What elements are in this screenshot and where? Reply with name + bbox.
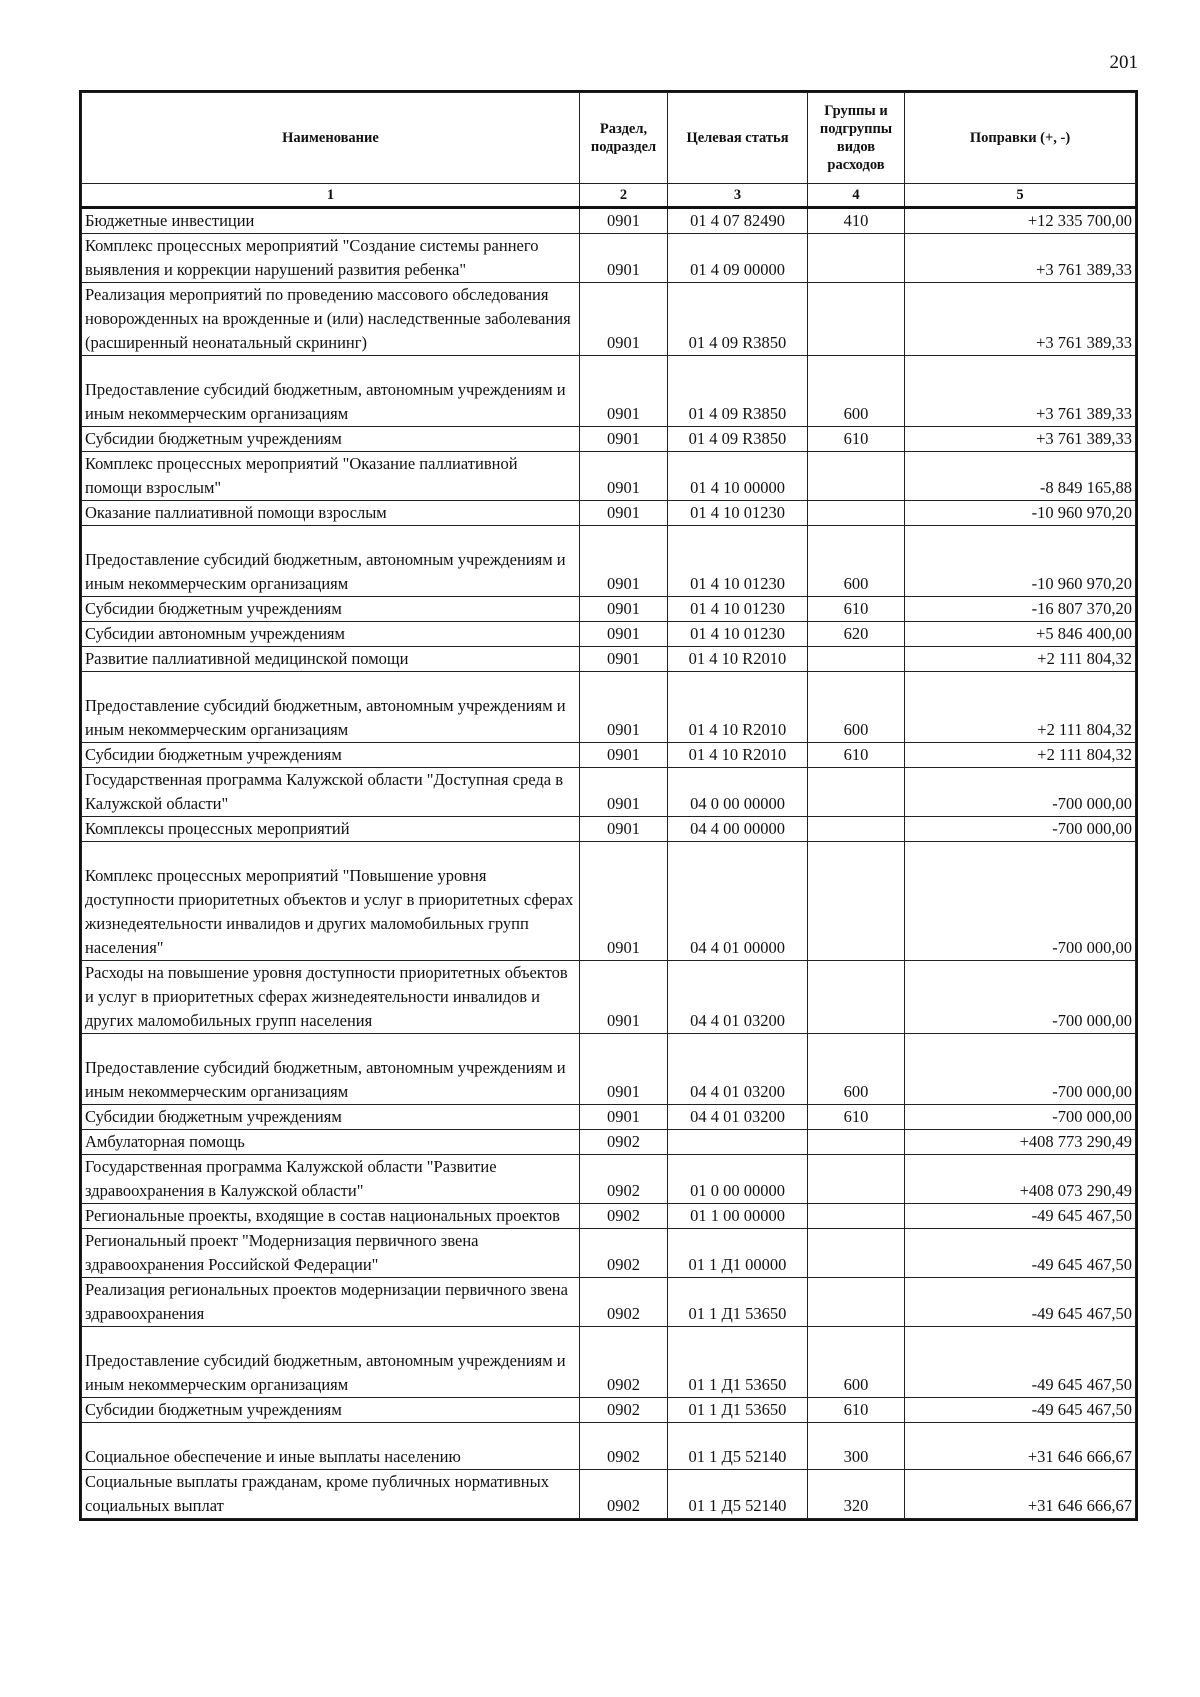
row-name: Реализация региональных проектов модернизации первичного звена здравоохранения xyxy=(82,1278,580,1327)
row-name: Развитие паллиативной медицинской помощи xyxy=(82,647,580,672)
row-name: Социальное обеспечение и иные выплаты населению xyxy=(82,1423,580,1470)
column-number: 3 xyxy=(668,184,808,208)
row-amount: +31 646 666,67 xyxy=(905,1423,1136,1470)
row-target-article: 04 0 00 00000 xyxy=(668,768,808,817)
column-number-row xyxy=(82,184,1136,208)
row-section: 0901 xyxy=(580,234,668,283)
table-row xyxy=(82,647,1136,672)
row-amount: -49 645 467,50 xyxy=(905,1327,1136,1398)
row-expense-group xyxy=(808,1229,905,1278)
row-amount: +3 761 389,33 xyxy=(905,283,1136,356)
row-amount: +408 773 290,49 xyxy=(905,1130,1136,1155)
row-name: Предоставление субсидий бюджетным, автономным учреждениям и иным некоммерческим организациям xyxy=(82,1327,580,1398)
row-target-article: 04 4 01 03200 xyxy=(668,961,808,1034)
row-expense-group: 600 xyxy=(808,1034,905,1105)
row-target-article: 01 4 10 00000 xyxy=(668,452,808,501)
row-amount: -49 645 467,50 xyxy=(905,1204,1136,1229)
row-name: Расходы на повышение уровня доступности приоритетных объектов и услуг в приоритетных сферах жизнедеятельности инвалидов и других маломобильных групп населения xyxy=(82,961,580,1034)
row-section: 0901 xyxy=(580,672,668,743)
table-row xyxy=(82,1229,1136,1278)
table-row xyxy=(82,622,1136,647)
row-expense-group xyxy=(808,283,905,356)
row-expense-group: 610 xyxy=(808,1398,905,1423)
table-row xyxy=(82,356,1136,427)
row-expense-group: 600 xyxy=(808,1327,905,1398)
header-row xyxy=(82,93,1136,184)
row-amount: +2 111 804,32 xyxy=(905,672,1136,743)
row-target-article: 01 4 10 01230 xyxy=(668,622,808,647)
table-row xyxy=(82,427,1136,452)
row-expense-group xyxy=(808,1204,905,1229)
row-target-article: 01 4 07 82490 xyxy=(668,208,808,234)
row-section: 0902 xyxy=(580,1204,668,1229)
row-amount: +5 846 400,00 xyxy=(905,622,1136,647)
row-target-article: 01 4 10 01230 xyxy=(668,501,808,526)
row-name: Региональные проекты, входящие в состав национальных проектов xyxy=(82,1204,580,1229)
row-expense-group: 410 xyxy=(808,208,905,234)
row-name: Оказание паллиативной помощи взрослым xyxy=(82,501,580,526)
table-row xyxy=(82,1278,1136,1327)
row-amount: -700 000,00 xyxy=(905,961,1136,1034)
row-target-article: 04 4 01 03200 xyxy=(668,1105,808,1130)
row-amount: -49 645 467,50 xyxy=(905,1229,1136,1278)
row-name: Государственная программа Калужской области "Доступная среда в Калужской области" xyxy=(82,768,580,817)
row-name: Субсидии бюджетным учреждениям xyxy=(82,1398,580,1423)
row-name: Государственная программа Калужской области "Развитие здравоохранения в Калужской области" xyxy=(82,1155,580,1204)
row-name: Комплекс процессных мероприятий "Оказание паллиативной помощи взрослым" xyxy=(82,452,580,501)
row-target-article: 01 4 09 R3850 xyxy=(668,427,808,452)
row-expense-group xyxy=(808,768,905,817)
row-section: 0901 xyxy=(580,356,668,427)
row-target-article: 01 0 00 00000 xyxy=(668,1155,808,1204)
row-section: 0901 xyxy=(580,1034,668,1105)
row-target-article: 01 4 09 00000 xyxy=(668,234,808,283)
row-name: Социальные выплаты гражданам, кроме публичных нормативных социальных выплат xyxy=(82,1470,580,1519)
row-section: 0902 xyxy=(580,1130,668,1155)
row-amount: -700 000,00 xyxy=(905,842,1136,961)
row-expense-group xyxy=(808,1155,905,1204)
table-row xyxy=(82,1130,1136,1155)
row-section: 0901 xyxy=(580,427,668,452)
header-target: Целевая статья xyxy=(668,93,808,184)
row-name: Предоставление субсидий бюджетным, автономным учреждениям и иным некоммерческим организациям xyxy=(82,1034,580,1105)
row-amount: +2 111 804,32 xyxy=(905,743,1136,768)
row-section: 0901 xyxy=(580,743,668,768)
column-number: 1 xyxy=(82,184,580,208)
row-section: 0901 xyxy=(580,1105,668,1130)
row-amount: -10 960 970,20 xyxy=(905,526,1136,597)
row-expense-group xyxy=(808,961,905,1034)
row-amount: +2 111 804,32 xyxy=(905,647,1136,672)
row-section: 0901 xyxy=(580,817,668,842)
row-amount: +31 646 666,67 xyxy=(905,1470,1136,1519)
row-name: Амбулаторная помощь xyxy=(82,1130,580,1155)
row-amount: -16 807 370,20 xyxy=(905,597,1136,622)
row-expense-group xyxy=(808,647,905,672)
row-target-article: 01 4 09 R3850 xyxy=(668,356,808,427)
row-expense-group: 600 xyxy=(808,356,905,427)
row-name: Субсидии бюджетным учреждениям xyxy=(82,427,580,452)
row-expense-group: 600 xyxy=(808,526,905,597)
row-target-article: 01 1 Д5 52140 xyxy=(668,1470,808,1519)
row-target-article: 01 4 10 01230 xyxy=(668,526,808,597)
table-body xyxy=(82,208,1136,1519)
table-row xyxy=(82,1204,1136,1229)
table-row xyxy=(82,1034,1136,1105)
row-target-article xyxy=(668,1130,808,1155)
header-amount: Поправки (+, -) xyxy=(905,93,1136,184)
table-row xyxy=(82,1470,1136,1519)
row-amount: -700 000,00 xyxy=(905,817,1136,842)
table-row xyxy=(82,234,1136,283)
row-expense-group xyxy=(808,1278,905,1327)
row-name: Предоставление субсидий бюджетным, автономным учреждениям и иным некоммерческим организациям xyxy=(82,672,580,743)
row-name: Комплекс процессных мероприятий "Создание системы раннего выявления и коррекции нарушений развития ребенка" xyxy=(82,234,580,283)
table-row xyxy=(82,1105,1136,1130)
row-section: 0901 xyxy=(580,208,668,234)
row-section: 0902 xyxy=(580,1398,668,1423)
row-section: 0902 xyxy=(580,1470,668,1519)
row-section: 0902 xyxy=(580,1423,668,1470)
header-section: Раздел, подраздел xyxy=(580,93,668,184)
table-row xyxy=(82,452,1136,501)
row-amount: -49 645 467,50 xyxy=(905,1278,1136,1327)
row-target-article: 04 4 01 03200 xyxy=(668,1034,808,1105)
row-target-article: 01 4 10 R2010 xyxy=(668,647,808,672)
row-section: 0901 xyxy=(580,961,668,1034)
row-amount: -8 849 165,88 xyxy=(905,452,1136,501)
row-target-article: 01 1 Д1 53650 xyxy=(668,1398,808,1423)
header-name: Наименование xyxy=(82,93,580,184)
row-section: 0901 xyxy=(580,452,668,501)
row-section: 0901 xyxy=(580,768,668,817)
row-section: 0901 xyxy=(580,283,668,356)
row-expense-group xyxy=(808,234,905,283)
row-expense-group: 600 xyxy=(808,672,905,743)
row-name: Субсидии автономным учреждениям xyxy=(82,622,580,647)
row-amount: -49 645 467,50 xyxy=(905,1398,1136,1423)
row-target-article: 01 4 10 R2010 xyxy=(668,672,808,743)
row-name: Бюджетные инвестиции xyxy=(82,208,580,234)
row-name: Реализация мероприятий по проведению массового обследования новорожденных на врожденные и (или) наследственные заболевания (расширенный неонатальный скрининг) xyxy=(82,283,580,356)
header-groups: Группы и подгруппы видов расходов xyxy=(808,93,905,184)
row-section: 0901 xyxy=(580,501,668,526)
row-section: 0901 xyxy=(580,597,668,622)
row-target-article: 01 1 Д1 53650 xyxy=(668,1327,808,1398)
row-target-article: 01 1 Д5 52140 xyxy=(668,1423,808,1470)
table-row xyxy=(82,1423,1136,1470)
row-name: Региональный проект "Модернизация первичного звена здравоохранения Российской Федерации" xyxy=(82,1229,580,1278)
row-section: 0902 xyxy=(580,1278,668,1327)
budget-table xyxy=(81,92,1136,1519)
row-expense-group: 610 xyxy=(808,427,905,452)
table-row xyxy=(82,208,1136,234)
row-amount: +12 335 700,00 xyxy=(905,208,1136,234)
table-row xyxy=(82,526,1136,597)
row-target-article: 01 1 00 00000 xyxy=(668,1204,808,1229)
row-section: 0902 xyxy=(580,1155,668,1204)
table-row xyxy=(82,283,1136,356)
row-expense-group xyxy=(808,452,905,501)
row-target-article: 01 1 Д1 53650 xyxy=(668,1278,808,1327)
row-amount: -700 000,00 xyxy=(905,1105,1136,1130)
row-amount: -700 000,00 xyxy=(905,768,1136,817)
row-amount: +408 073 290,49 xyxy=(905,1155,1136,1204)
row-amount: -700 000,00 xyxy=(905,1034,1136,1105)
table-row xyxy=(82,817,1136,842)
table-row xyxy=(82,1155,1136,1204)
row-name: Субсидии бюджетным учреждениям xyxy=(82,1105,580,1130)
table-row xyxy=(82,743,1136,768)
table-row xyxy=(82,1327,1136,1398)
table-row xyxy=(82,597,1136,622)
row-name: Предоставление субсидий бюджетным, автономным учреждениям и иным некоммерческим организациям xyxy=(82,526,580,597)
table-row xyxy=(82,842,1136,961)
row-name: Субсидии бюджетным учреждениям xyxy=(82,743,580,768)
row-expense-group xyxy=(808,817,905,842)
row-target-article: 01 4 10 01230 xyxy=(668,597,808,622)
row-name: Предоставление субсидий бюджетным, автономным учреждениям и иным некоммерческим организациям xyxy=(82,356,580,427)
row-name: Комплексы процессных мероприятий xyxy=(82,817,580,842)
table-row xyxy=(82,1398,1136,1423)
row-expense-group xyxy=(808,842,905,961)
column-number: 5 xyxy=(905,184,1136,208)
row-section: 0901 xyxy=(580,647,668,672)
row-expense-group: 610 xyxy=(808,743,905,768)
page-number: 201 xyxy=(1109,52,1138,73)
table-row xyxy=(82,501,1136,526)
row-amount: -10 960 970,20 xyxy=(905,501,1136,526)
row-amount: +3 761 389,33 xyxy=(905,356,1136,427)
row-section: 0901 xyxy=(580,526,668,597)
column-number: 2 xyxy=(580,184,668,208)
row-target-article: 01 4 10 R2010 xyxy=(668,743,808,768)
row-amount: +3 761 389,33 xyxy=(905,427,1136,452)
row-section: 0902 xyxy=(580,1229,668,1278)
row-target-article: 04 4 00 00000 xyxy=(668,817,808,842)
row-expense-group xyxy=(808,1130,905,1155)
row-target-article: 01 1 Д1 00000 xyxy=(668,1229,808,1278)
row-target-article: 01 4 09 R3850 xyxy=(668,283,808,356)
table-row xyxy=(82,961,1136,1034)
row-section: 0902 xyxy=(580,1327,668,1398)
row-expense-group: 610 xyxy=(808,1105,905,1130)
table-row xyxy=(82,672,1136,743)
table-row xyxy=(82,768,1136,817)
row-target-article: 04 4 01 00000 xyxy=(668,842,808,961)
row-name: Комплекс процессных мероприятий "Повышение уровня доступности приоритетных объектов и услуг в приоритетных сферах жизнедеятельности инвалидов и других маломобильных групп населения" xyxy=(82,842,580,961)
row-expense-group xyxy=(808,501,905,526)
row-expense-group: 300 xyxy=(808,1423,905,1470)
row-name: Субсидии бюджетным учреждениям xyxy=(82,597,580,622)
row-section: 0901 xyxy=(580,842,668,961)
row-expense-group: 320 xyxy=(808,1470,905,1519)
row-section: 0901 xyxy=(580,622,668,647)
row-expense-group: 620 xyxy=(808,622,905,647)
column-number: 4 xyxy=(808,184,905,208)
row-expense-group: 610 xyxy=(808,597,905,622)
row-amount: +3 761 389,33 xyxy=(905,234,1136,283)
